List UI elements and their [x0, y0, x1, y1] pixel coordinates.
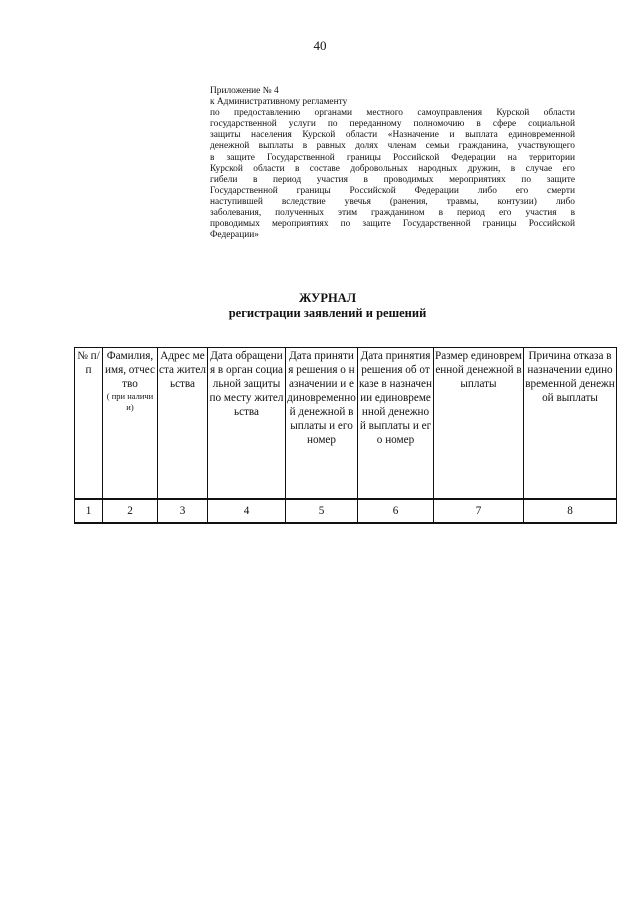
register-table	[74, 347, 617, 524]
column-number: 2	[103, 499, 158, 523]
column-header: Размер единовременной денежной выплаты	[434, 348, 524, 500]
column-header: Дата принятия решения о назначении и единовременной денежной выплаты и его номер	[286, 348, 358, 500]
appendix-line: по предоставлению органами местного самоуправления Курской области	[210, 108, 575, 119]
column-number: 5	[286, 499, 358, 523]
appendix-line: государственной услуги по переданному полномочию в сфере социальной	[210, 119, 575, 130]
column-number: 1	[75, 499, 103, 523]
appendix-line: заболевания, полученных этим гражданином в период его участия в	[210, 208, 575, 219]
journal-subtitle: регистрации заявлений и решений	[228, 306, 427, 320]
page-number: 40	[313, 38, 327, 53]
appendix-line: в защите Государственной границы Российской Федерации на территории	[210, 152, 575, 163]
table-row	[75, 499, 617, 523]
appendix-line: защиты населения Курской области «Назначение и выплата единовременной	[210, 130, 575, 141]
column-number: 8	[524, 499, 617, 523]
appendix-line: наступившей вследствие увечья (ранения, травмы, контузии) либо	[210, 196, 575, 207]
column-number: 3	[158, 499, 208, 523]
journal-heading	[0, 291, 640, 321]
column-header: № п/п	[75, 348, 103, 500]
column-number: 6	[358, 499, 434, 523]
appendix-line: Курской области в составе добровольных народных дружин, в случае его	[210, 163, 575, 174]
appendix-title: Приложение № 4	[210, 86, 279, 96]
appendix-line: гибели в период участия в проводимых мероприятиях по защите	[210, 174, 575, 185]
column-header: Дата принятия решения об отказе в назначении единовременной денежной выплаты и его номер	[358, 348, 434, 500]
appendix-line: проводимых мероприятиях по защите Государственной границы Российской	[210, 219, 575, 230]
appendix-line: Государственной границы Российской Федерации либо его смерти	[210, 185, 575, 196]
column-header: Адрес места жительства	[158, 348, 208, 500]
column-header: Причина отказа в назначении единовременной денежной выплаты	[524, 348, 617, 500]
table-header-row	[75, 348, 617, 500]
column-number: 4	[208, 499, 286, 523]
column-number: 7	[434, 499, 524, 523]
appendix-line: Федерации»	[210, 230, 259, 241]
column-header: Фамилия, имя, отчество ( при наличии)	[103, 348, 158, 500]
appendix-line: к Административному регламенту	[210, 97, 348, 108]
appendix-block	[210, 86, 575, 241]
appendix-line: денежной выплаты в равных долях членам семьи гражданина, участвующего	[210, 141, 575, 152]
column-header-note: ( при наличии)	[106, 391, 154, 412]
journal-title: ЖУРНАЛ	[298, 291, 357, 305]
column-header: Дата обращения в орган социальной защиты по месту жительства	[208, 348, 286, 500]
